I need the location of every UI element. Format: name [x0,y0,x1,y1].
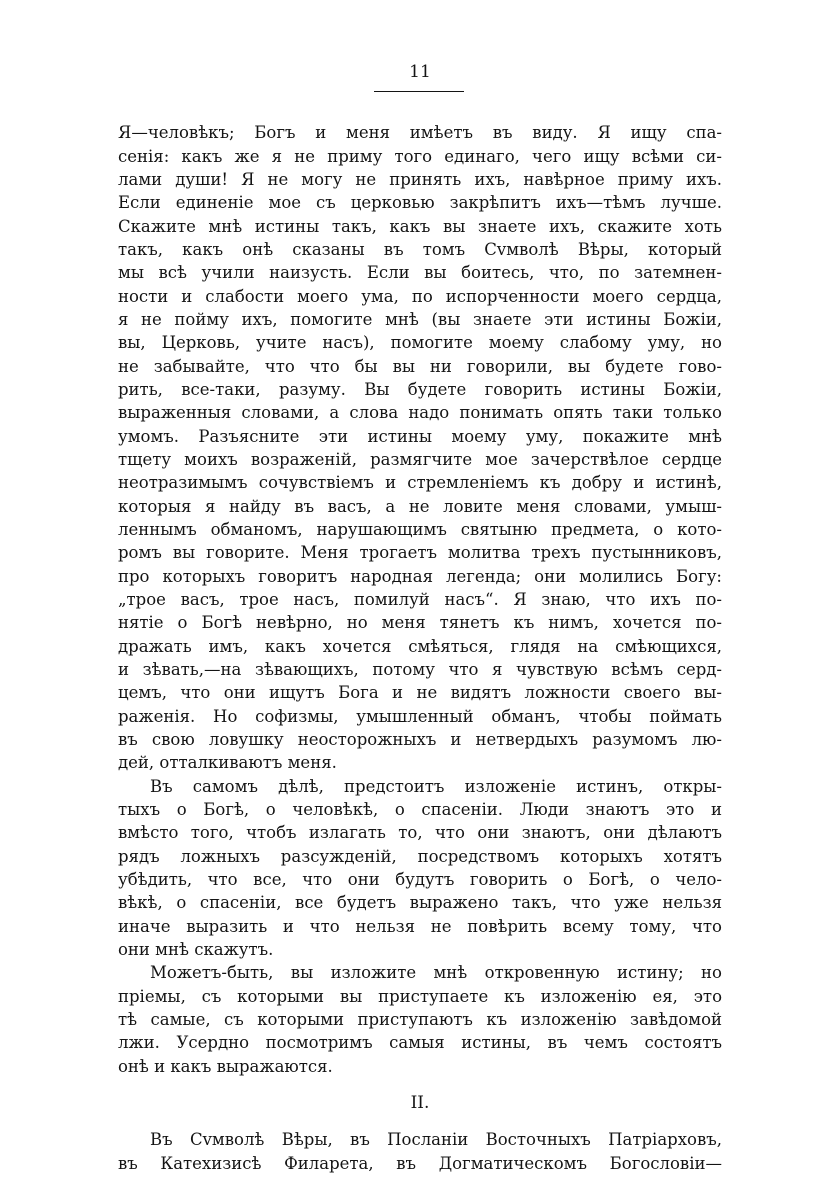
text-line: иначе выразить и что нельзя не повѣрить всему тому, что [118,917,722,936]
text-line: „трое васъ, трое насъ, помилуй насъ“. Я знаю, что ихъ по- [118,590,722,609]
text-line: тыхъ о Богѣ, о человѣкѣ, о спасеніи. Люди знаютъ это и [118,800,722,819]
page-number-rule [374,91,464,93]
text-line: пріемы, съ которыми вы приступаете къ изложенію ея, это [118,987,722,1006]
text-line: нятіе о Богѣ невѣрно, но меня тянетъ къ нимъ, хочется по- [118,613,722,632]
text-line: дей, отталкиваютъ меня. [118,753,337,772]
text-line: въ свою ловушку неосторожныхъ и нетвердыхъ разумомъ лю- [118,730,722,749]
text-line: вмѣсто того, чтобъ излагать то, что они знаютъ, они дѣлаютъ [118,823,722,842]
text-line: вѣкѣ, о спасеніи, все будетъ выражено такъ, что уже нельзя [118,893,722,912]
text-line: умомъ. Разъясните эти истины моему уму, покажите мнѣ [118,427,722,446]
text-line: мы всѣ учили наизусть. Если вы боитесь, что, по затемнен- [118,263,722,282]
text-line: они мнѣ скажутъ. [118,940,274,959]
text-line: рядъ ложныхъ разсужденій, посредствомъ которыхъ хотятъ [118,847,722,866]
text-line: неотразимымъ сочувствіемъ и стремленіемъ къ добру и истинѣ, [118,473,722,492]
text-line: въ Катехизисѣ Филарета, въ Догматическомъ Богословіи— [118,1154,722,1173]
text-line: рить, все-таки, разуму. Вы будете говорить истины Божіи, [118,380,722,399]
text-line: Можетъ-быть, вы изложите мнѣ откровенную истину; но [150,963,722,982]
text-line: про которыхъ говоритъ народная легенда; они молились Богу: [118,567,722,586]
text-line: убѣдить, что все, что они будутъ говорить о Богѣ, о чело- [118,870,722,889]
text-line: Скажите мнѣ истины такъ, какъ вы знаете ихъ, скажите хоть [118,217,722,236]
text-line: онѣ и какъ выражаются. [118,1057,333,1076]
page-number: 11 [409,62,431,82]
text-line: раженія. Но софизмы, умышленный обманъ, чтобы поймать [118,707,722,726]
text-line: тѣ самые, съ которыми приступаютъ къ изложенію завѣдомой [118,1010,722,1029]
text-line: тщету моихъ возраженій, размягчите мое зачерствѣлое сердце [118,450,722,469]
text-line: я не пойму ихъ, помогите мнѣ (вы знаете эти истины Божіи, [118,310,722,329]
text-line: которыя я найду въ васъ, а не ловите меня словами, умыш- [118,497,722,516]
text-line: Въ Сvмволѣ Вѣры, въ Посланіи Восточныхъ Патріарховъ, [150,1130,722,1149]
text-line: вы, Церковь, учите насъ), помогите моему слабому уму, но [118,333,722,352]
text-line: лжи. Усердно посмотримъ самыя истины, въ чемъ состоятъ [118,1033,722,1052]
section-heading: II. [410,1093,430,1113]
text-line: лами души! Я не могу не принять ихъ, навѣрное приму ихъ. [118,170,722,189]
text-line: сенія: какъ же я не приму того единаго, чего ищу всѣми си- [118,147,722,166]
text-line: не забывайте, что что бы вы ни говорили, вы будете гово- [118,357,722,376]
text-line: Я—человѣкъ; Богъ и меня имѣетъ въ виду. Я ищу спа- [118,123,722,142]
text-line: ромъ вы говорите. Меня трогаетъ молитва трехъ пустынниковъ, [118,543,722,562]
text-line: выраженныя словами, а слова надо понимать опять таки только [118,403,722,422]
text-line: Въ самомъ дѣлѣ, предстоитъ изложеніе истинъ, откры- [150,777,722,796]
text-line: такъ, какъ онѣ сказаны въ томъ Сvмволѣ Вѣры, который [118,240,722,259]
text-line: ности и слабости моего ума, по испорченности моего сердца, [118,287,722,306]
text-line: цемъ, что они ищутъ Бога и не видятъ ложности своего вы- [118,683,722,702]
text-line: и зѣвать,—на зѣвающихъ, потому что я чувствую всѣмъ серд- [118,660,722,679]
text-line: Если единеніе мое съ церковью закрѣпитъ ихъ—тѣмъ лучше. [118,193,722,212]
text-line: леннымъ обманомъ, нарушающимъ святыню предмета, о кото- [118,520,722,539]
text-line: дражать имъ, какъ хочется смѣяться, глядя на смѣющихся, [118,637,722,656]
